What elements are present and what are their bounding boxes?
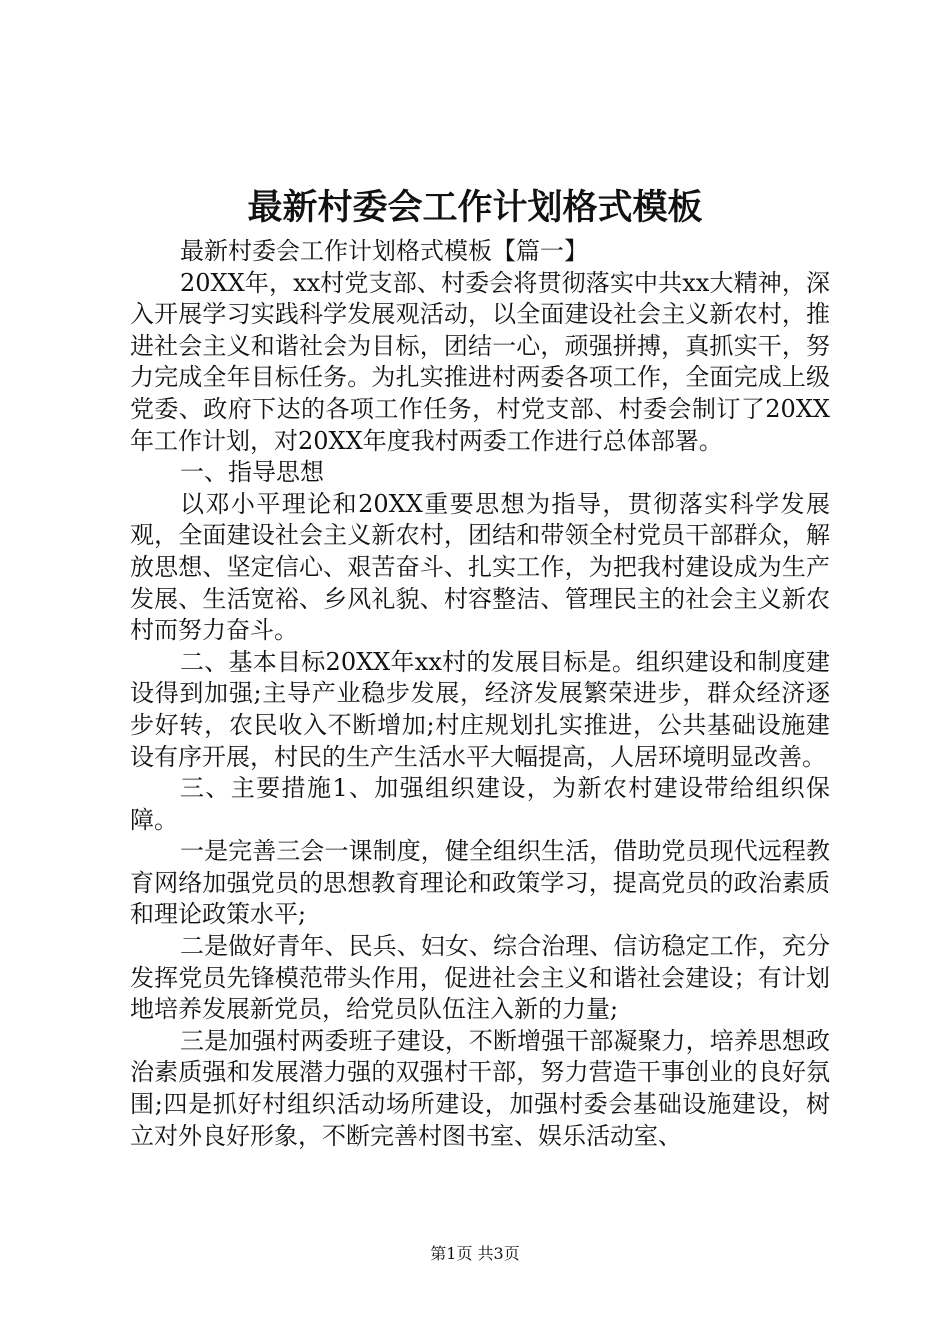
paragraph: 一是完善三会一课制度，健全组织生活，借助党员现代远程教育网络加强党员的思想教育理论和政策学习，提高党员的政治素质和理论政策水平; (130, 837, 830, 929)
paragraph: 20XX年，xx村党支部、村委会将贯彻落实中共xx大精神，深入开展学习实践科学发展观活动，以全面建设社会主义新农村，推进社会主义和谐社会为目标，团结一心，顽强拼搏，真抓实干，努力完成全年目标任务。为扎实推进村两委各项工作，全面完成上级党委、政府下达的各项工作任务，村党支部、村委会制订了20XX年工作计划，对20XX年度我村两委工作进行总体部署。 (130, 268, 830, 455)
paragraph: 以邓小平理论和20XX重要思想为指导，贯彻落实科学发展观，全面建设社会主义新农村，团结和带领全村党员干部群众，解放思想、坚定信心、艰苦奋斗、扎实工作，为把我村建设成为生产发展、生活宽裕、乡风礼貌、村容整洁、管理民主的社会主义新农村而努力奋斗。 (130, 489, 830, 645)
document-body (130, 236, 830, 1152)
paragraph: 三、主要措施1、加强组织建设，为新农村建设带给组织保障。 (130, 774, 830, 834)
section-heading: 一、指导思想 (180, 458, 324, 487)
paragraph: 二、基本目标20XX年xx村的发展目标是。组织建设和制度建设得到加强;主导产业稳步发展，经济发展繁荣进步，群众经济逐步好转，农民收入不断增加;村庄规划扎实推进，公共基础设施建设有序开展，村民的生产生活水平大幅提高，人居环境明显改善。 (130, 647, 830, 771)
page-footer: 第1页 共3页 (430, 1244, 520, 1263)
document-title: 最新村委会工作计划格式模板 (247, 187, 703, 228)
paragraph: 三是加强村两委班子建设，不断增强干部凝聚力，培养思想政治素质强和发展潜力强的双强村干部，努力营造干事创业的良好氛围;四是抓好村组织活动场所建设，加强村委会基础设施建设，树立对外良好形象，不断完善村图书室、娱乐活动室、 (130, 1026, 830, 1150)
paragraph: 二是做好青年、民兵、妇女、综合治理、信访稳定工作，充分发挥党员先锋模范带头作用，促进社会主义和谐社会建设；有计划地培养发展新党员，给党员队伍注入新的力量; (130, 932, 830, 1024)
paragraph: 最新村委会工作计划格式模板【篇一】 (180, 237, 588, 265)
